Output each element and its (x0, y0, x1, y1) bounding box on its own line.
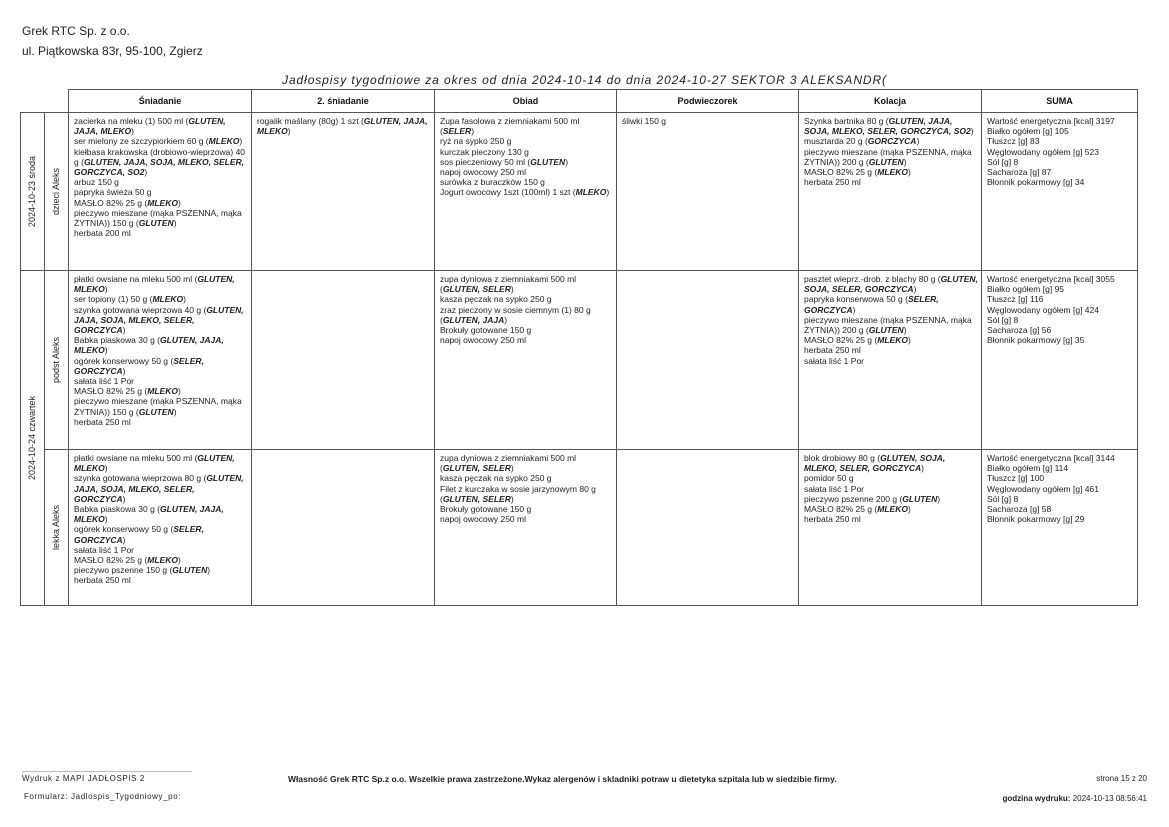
nutrition-summary-cell (982, 450, 1138, 606)
meal-item: śliwki 150 g (622, 116, 666, 126)
meal-item: herbata 200 ml (74, 228, 131, 239)
meal-item: Tłuszcz [g] 100 (987, 473, 1045, 484)
meal-item: herbata 250 ml (804, 514, 861, 525)
meal-item: kiełbasa krakowska (drobiowo-wieprzowa) 40 g (GLUTEN, JAJA, SOJA, MLEKO, SELER, GORCZYCA, SO2) (74, 146, 246, 178)
meal-item: sałata liść 1 Por (804, 483, 864, 494)
meal-item: Białko ogółem [g] 114 (987, 463, 1069, 474)
meal-cell-podwieczorek (617, 450, 799, 606)
print-time-label: godzina wydruku: (1002, 794, 1071, 803)
meal-cell-sniadanie (69, 271, 252, 450)
table-row (21, 450, 1138, 606)
header-row (21, 90, 1138, 113)
diet-name: podst Aleks (51, 336, 62, 384)
day-date-cell (21, 113, 45, 271)
column-header-podwieczorek: Podwieczorek (617, 90, 799, 113)
meal-cell-drugie-sniadanie (252, 271, 435, 450)
meal-item: Sól [g] 8 (987, 156, 1019, 167)
day-date: 2024-10-23 środa (27, 155, 38, 228)
meal-item: Błonnik pokarmowy [g] 35 (987, 335, 1085, 346)
diet-name-cell (45, 271, 69, 450)
page-number: strona 15 z 20 (1096, 774, 1147, 783)
meal-item: Filet z kurczaka w sosie jarzynowym 80 g (GLUTEN, SELER) (440, 483, 596, 504)
footer-copyright: Własność Grek RTC Sp.z o.o. Wszelkie prawa zastrzeżone.Wykaz alergenów i skladniki potraw u dietetyka szpitala lub w siedzibie firmy. (288, 774, 837, 784)
menu-table (20, 89, 1138, 606)
meal-item: Węglowodany ogółem [g] 424 (987, 304, 1099, 315)
day-date-cell (21, 271, 45, 606)
meal-item: rogalik maślany (80g) 1 szt (GLUTEN, JAJA, MLEKO) (257, 116, 428, 137)
meal-item: Sacharoza [g] 56 (987, 325, 1052, 336)
meal-item: MASŁO 82% 25 g (MLEKO) (804, 335, 911, 346)
diet-name: lekka Aleks (51, 504, 62, 551)
meal-item: napoj owocowy 250 ml (440, 335, 526, 346)
meal-item: herbata 250 ml (804, 345, 861, 356)
meal-item: Białko ogółem [g] 95 (987, 284, 1065, 295)
meal-item: Wartość energetyczna [kcal] 3197 (987, 116, 1115, 126)
meal-item: pieczywo mieszane (mąka PSZENNA, mąka ŻYTNIA)) 150 g (GLUTEN) (74, 396, 242, 417)
meal-item: Wartość energetyczna [kcal] 3144 (987, 453, 1115, 463)
meal-item: pieczywo pszenne 150 g (GLUTEN) (74, 565, 211, 576)
meal-item: Sacharoza [g] 58 (987, 504, 1052, 515)
meal-item: Węglowodany ogółem [g] 461 (987, 483, 1099, 494)
meal-item: kasza pęczak na sypko 250 g (440, 294, 552, 305)
meal-cell-sniadanie (69, 113, 252, 271)
meal-item: sos pieczeniowy 50 ml (GLUTEN) (440, 156, 569, 167)
meal-item: ryż na sypko 250 g (440, 136, 512, 147)
meal-item: Wartość energetyczna [kcal] 3055 (987, 274, 1115, 284)
meal-item: zacierka na mleku (1) 500 ml (GLUTEN, JAJA, MLEKO) (74, 116, 226, 137)
meal-item: Węglowodany ogółem [g] 523 (987, 146, 1099, 157)
meal-item: Tłuszcz [g] 83 (987, 136, 1040, 147)
meal-cell-drugie-sniadanie (252, 450, 435, 606)
meal-item: sałata liść 1 Por (74, 376, 134, 387)
table-row (21, 113, 1138, 271)
print-time (1002, 794, 1147, 803)
meal-item: papryka konserwowa 50 g (SELER, GORCZYCA) (804, 294, 939, 315)
meal-item: zraz pieczony w sosie ciemnym (1) 80 g (GLUTEN, JAJA) (440, 304, 591, 325)
meal-cell-obiad (435, 271, 617, 450)
meal-item: napoj owocowy 250 ml (440, 514, 526, 525)
meal-item: Sól [g] 8 (987, 314, 1019, 325)
meal-item: MASŁO 82% 25 g (MLEKO) (74, 555, 181, 566)
meal-item: Jogurt owocowy 1szt (100ml) 1 szt (MLEKO) (440, 187, 610, 198)
diet-name: dzieci Aleks (51, 167, 62, 216)
meal-item: Babka piaskowa 30 g (GLUTEN, JAJA, MLEKO) (74, 335, 224, 356)
meal-cell-podwieczorek (617, 271, 799, 450)
footer-print-source: Wydruk z MAPI JADŁOSPIS 2 (22, 774, 145, 783)
header-empty-date (21, 90, 45, 113)
meal-item: MASŁO 82% 25 g (MLEKO) (74, 197, 181, 208)
diet-name-cell (45, 450, 69, 606)
meal-item: kasza pęczak na sypko 250 g (440, 473, 552, 484)
meal-item: herbata 250 ml (74, 416, 131, 427)
meal-item: Błonnik pokarmowy [g] 29 (987, 514, 1085, 525)
header-empty-diet (45, 90, 69, 113)
column-header-kolacja: Kolacja (799, 90, 982, 113)
meal-item: Błonnik pokarmowy [g] 34 (987, 177, 1085, 188)
meal-item: płatki owsiane na mleku 500 ml (GLUTEN, MLEKO) (74, 274, 235, 295)
meal-item: płatki owsiane na mleku 500 ml (GLUTEN, MLEKO) (74, 453, 235, 474)
meal-cell-podwieczorek (617, 113, 799, 271)
meal-item: Sacharoza [g] 87 (987, 167, 1052, 178)
meal-cell-sniadanie (69, 450, 252, 606)
company-address: ul. Piątkowska 83r, 95-100, Zgierz (22, 44, 203, 58)
table-row (21, 271, 1138, 450)
column-header-obiad: Obiad (435, 90, 617, 113)
meal-item: szynka gotowana wieprzowa 80 g (GLUTEN, JAJA, SOJA, MLEKO, SELER, GORCZYCA) (74, 473, 244, 504)
meal-item: ser topiony (1) 50 g (MLEKO) (74, 294, 187, 305)
meal-item: pieczywo mieszane (mąka PSZENNA, mąka ŻYTNIA)) 150 g (GLUTEN) (74, 207, 242, 229)
meal-item: blok drobiowy 80 g (GLUTEN, SOJA, MLEKO, SELER, GORCZYCA) (804, 453, 946, 474)
meal-item: Babka piaskowa 30 g (GLUTEN, JAJA, MLEKO) (74, 504, 224, 525)
nutrition-summary-cell (982, 113, 1138, 271)
day-date: 2024-10-24 czwartek (27, 395, 38, 481)
meal-item: Brokuły gotowane 150 g (440, 325, 532, 336)
meal-item: Szynka bartnika 80 g (GLUTEN, JAJA, SOJA, MLEKO, SELER, GORCZYCA, SO2) (804, 116, 974, 137)
meal-cell-kolacja (799, 113, 982, 271)
meal-item: MASŁO 82% 25 g (MLEKO) (74, 386, 181, 397)
meal-item: zupa dyniowa z ziemniakami 500 ml (GLUTEN, SELER) (440, 453, 577, 474)
meal-item: szynka gotowana wieprzowa 40 g (GLUTEN, JAJA, SOJA, MLEKO, SELER, GORCZYCA) (74, 304, 244, 336)
meal-item: MASŁO 82% 25 g (MLEKO) (804, 504, 911, 515)
column-header-suma: SUMA (982, 90, 1138, 113)
meal-item: sałata liść 1 Por (804, 355, 864, 366)
meal-item: ogórek konserwowy 50 g (SELER, GORCZYCA) (74, 524, 204, 545)
footer-form-name: Formularz: Jadlospis_Tygodniowy_po: (24, 792, 182, 801)
footer-divider (22, 771, 192, 772)
meal-item: pasztet wieprz.-drob. z blachy 80 g (GLUTEN, SOJA, SELER, GORCZYCA) (804, 274, 978, 295)
meal-item: zupa dyniowa z ziemniakami 500 ml (GLUTEN, SELER) (440, 274, 577, 295)
meal-item: ogórek konserwowy 50 g (SELER, GORCZYCA) (74, 355, 204, 376)
print-time-value: 2024-10-13 08:56:41 (1072, 794, 1147, 803)
meal-item: pieczywo mieszane (mąka PSZENNA, mąka ŻYTNIA)) 200 g (GLUTEN) (804, 314, 972, 336)
meal-item: napoj owocowy 250 ml (440, 167, 526, 178)
meal-item: musztarda 20 g (GORCZYCA) (804, 136, 920, 147)
meal-cell-kolacja (799, 450, 982, 606)
meal-item: MASŁO 82% 25 g (MLEKO) (804, 167, 911, 178)
column-header-sniadanie: Śniadanie (69, 90, 252, 113)
meal-cell-drugie-sniadanie (252, 113, 435, 271)
column-header-drugie-sniadanie: 2. śniadanie (252, 90, 435, 113)
nutrition-summary-cell (982, 271, 1138, 450)
meal-item: Brokuły gotowane 150 g (440, 504, 532, 515)
page-title: Jadłospisy tygodniowe za okres od dnia 2024-10-14 do dnia 2024-10-27 SEKTOR 3 ALEKSANDR( (282, 73, 887, 87)
meal-item: surówka z buraczków 150 g (440, 177, 545, 188)
meal-item: Sól [g] 8 (987, 493, 1019, 504)
meal-item: Białko ogółem [g] 105 (987, 126, 1069, 137)
meal-item: herbata 250 ml (804, 177, 861, 188)
meal-cell-kolacja (799, 271, 982, 450)
meal-item: Tłuszcz [g] 116 (987, 294, 1044, 305)
meal-item: Zupa fasolowa z ziemniakami 500 ml (SELER) (440, 116, 580, 137)
meal-item: pieczywo pszenne 200 g (GLUTEN) (804, 493, 941, 504)
meal-item: papryka świeża 50 g (74, 187, 152, 198)
diet-name-cell (45, 113, 69, 271)
meal-item: kurczak pieczony 130 g (440, 146, 529, 157)
meal-item: herbata 250 ml (74, 575, 131, 586)
meal-cell-obiad (435, 113, 617, 271)
company-name: Grek RTC Sp. z o.o. (22, 24, 130, 38)
meal-item: ser mielony ze szczypiorkiem 60 g (MLEKO) (74, 136, 243, 147)
meal-item: sałata liść 1 Por (74, 544, 134, 555)
meal-item: pieczywo mieszane (mąka PSZENNA, mąka ŻYTNIA)) 200 g (GLUTEN) (804, 146, 972, 167)
meal-item: pomidor 50 g (804, 473, 854, 484)
meal-cell-obiad (435, 450, 617, 606)
meal-item: arbuz 150 g (74, 177, 119, 188)
